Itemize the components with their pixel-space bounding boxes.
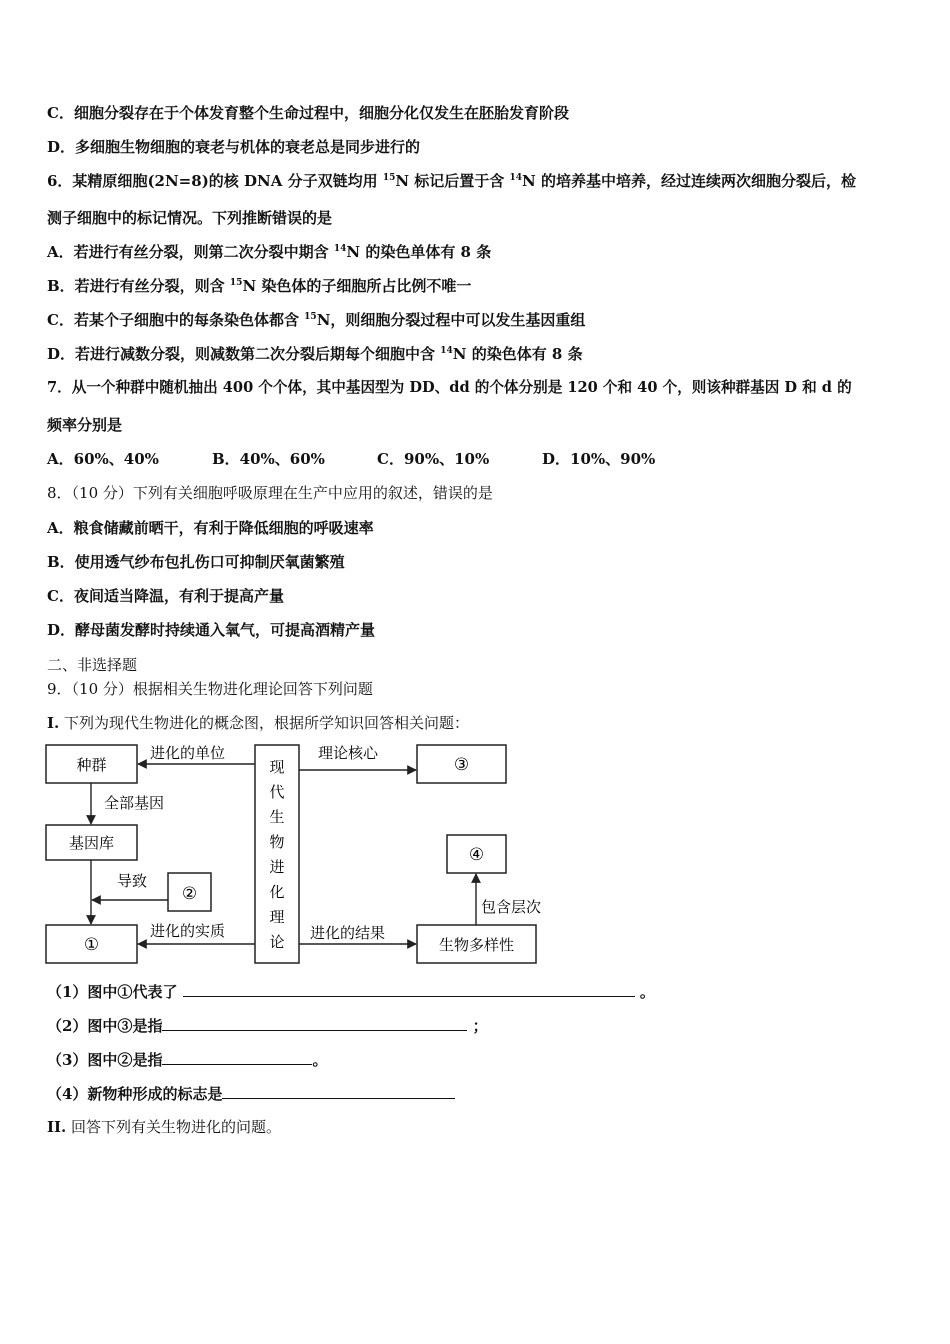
section-heading: 二、非选择题 <box>47 656 138 674</box>
box-biodiversity-label: 生物多样性 <box>438 936 515 954</box>
q6-stem-line2: 测子细胞中的标记情况。下列推断错误的是 <box>47 209 333 227</box>
box-4-label: ④ <box>468 845 485 865</box>
q9-sub2: （2）图中③是指 ； <box>47 1017 488 1035</box>
q7-stem-line1: 7．从一个种群中随机抽出 400 个个体，其中基因型为 DD、dd 的个体分别是 120 个和 40 个，则该种群基因 D 和 d 的 <box>47 379 852 396</box>
blank-3[interactable] <box>162 1015 467 1031</box>
q7-option-a: A．60%、40% <box>47 450 159 468</box>
q9-sub1: （1）图中①代表了 。 <box>47 983 655 1001</box>
q8-option-c: C．夜间适当降温，有利于提高产量 <box>47 587 284 605</box>
q9-part1-intro: I. 下列为现代生物进化的概念图，根据所学知识回答相关问题： <box>47 714 470 732</box>
box-2-label: ② <box>181 884 198 904</box>
label-result: 进化的结果 <box>310 924 386 942</box>
q6-option-d: D．若进行减数分裂，则减数第二次分裂后期每个细胞中含 $^{14}$N 的染色体有 8 条 <box>47 345 583 363</box>
central-char: 论 <box>269 933 285 951</box>
q6-stem-line1: 6．某精原细胞(2N=8)的核 DNA 分子双链均用 $^{15}$N 标记后置于含 $^{14}$N 的培养基中培养，经过连续两次细胞分裂后，检 <box>47 172 856 190</box>
box-1-label: ① <box>83 935 100 955</box>
q5-option-d: D．多细胞生物细胞的衰老与机体的衰老总是同步进行的 <box>47 138 421 156</box>
box-population-label: 种群 <box>76 756 107 774</box>
central-char: 物 <box>269 833 285 851</box>
q8-option-b: B．使用透气纱布包扎伤口可抑制厌氧菌繁殖 <box>47 553 345 571</box>
box-central-theory <box>255 745 299 963</box>
q8-option-d: D．酵母菌发酵时持续通入氧气，可提高酒精产量 <box>47 621 376 639</box>
q7-stem-line2: 频率分别是 <box>47 416 123 434</box>
label-unit: 进化的单位 <box>150 744 226 762</box>
q6-option-a: A．若进行有丝分裂，则第二次分裂中期含 $^{14}$N 的染色单体有 8 条 <box>47 243 492 261</box>
box-genepool-label: 基因库 <box>68 834 115 852</box>
blank-4[interactable] <box>222 1083 455 1099</box>
q9-sub4: （4）新物种形成的标志是 <box>47 1083 455 1104</box>
q6-option-c: C．若某个子细胞中的每条染色体都含 $^{15}$N，则细胞分裂过程中可以发生基因重组 <box>47 311 586 329</box>
q5-option-c: C．细胞分裂存在于个体发育整个生命过程中，细胞分化仅发生在胚胎发育阶段 <box>47 104 569 122</box>
label-levels: 包含层次 <box>481 898 542 916</box>
q6-option-b: B．若进行有丝分裂，则含 $^{15}$N 染色体的子细胞所占比例不唯一 <box>47 277 472 295</box>
central-char: 化 <box>269 883 285 901</box>
q7-option-c: C．90%、10% <box>377 450 490 468</box>
central-char: 生 <box>269 808 285 826</box>
central-char: 理 <box>269 908 285 926</box>
blank-2[interactable] <box>162 1049 312 1065</box>
label-core: 理论核心 <box>318 744 379 762</box>
q9-stem: 9．（10 分）根据相关生物进化理论回答下列问题 <box>47 680 373 698</box>
blank-1[interactable] <box>183 981 635 997</box>
q8-stem: 8．（10 分）下列有关细胞呼吸原理在生产中应用的叙述，错误的是 <box>47 484 493 502</box>
q9-sub3: （3）图中②是指 。 <box>47 1051 328 1069</box>
q9-part2: II. 回答下列有关生物进化的问题。 <box>47 1118 282 1136</box>
label-essence: 进化的实质 <box>150 922 226 940</box>
central-char: 代 <box>269 783 285 801</box>
q8-option-a: A．粮食储藏前晒干，有利于降低细胞的呼吸速率 <box>47 519 374 537</box>
label-allgenes: 全部基因 <box>104 794 165 812</box>
central-char: 进 <box>269 858 285 876</box>
q7-option-b: B．40%、60% <box>212 450 325 468</box>
central-char: 现 <box>269 758 285 776</box>
q7-option-d: D．10%、90% <box>542 450 656 468</box>
label-cause: 导致 <box>117 872 148 890</box>
box-3-label: ③ <box>453 755 470 775</box>
